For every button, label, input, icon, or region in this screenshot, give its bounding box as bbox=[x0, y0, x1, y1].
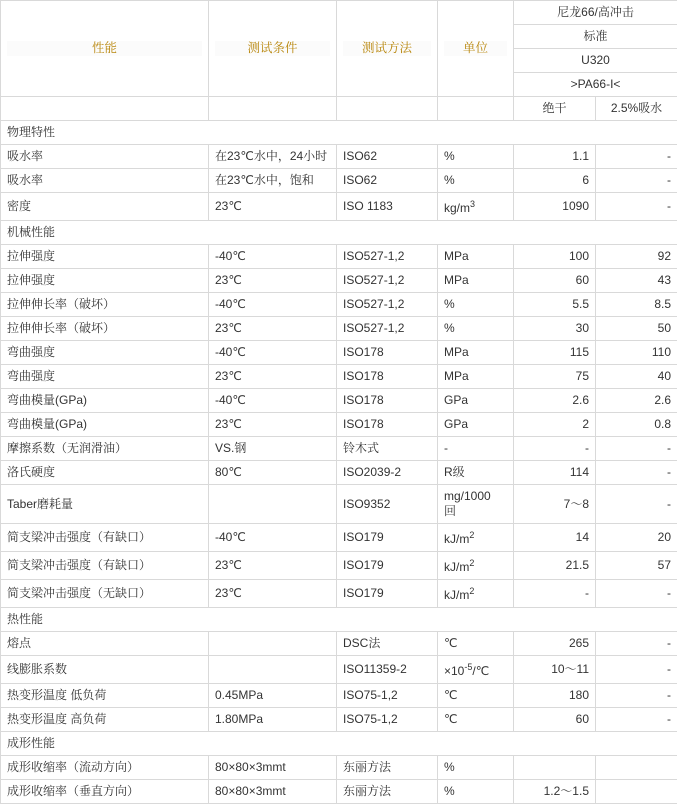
cell-property: 简支梁冲击强度（有缺口） bbox=[1, 524, 209, 552]
cell-method: ISO179 bbox=[337, 552, 438, 580]
cell-condition: 23℃ bbox=[209, 317, 337, 341]
cell-unit: $kJ/m^2$ bbox=[438, 524, 514, 552]
cell-unit: ℃ bbox=[438, 684, 514, 708]
table-row bbox=[1, 632, 677, 656]
cell-property: 密度 bbox=[1, 193, 209, 221]
cell-condition: 23℃ bbox=[209, 580, 337, 608]
table-row bbox=[1, 437, 677, 461]
cell-condition: -40℃ bbox=[209, 293, 337, 317]
header-grade-code: U320 bbox=[514, 49, 677, 73]
cell-property: 拉伸伸长率（破坏） bbox=[1, 293, 209, 317]
cell-property: 热变形温度 高负荷 bbox=[1, 708, 209, 732]
cell-method: 铃木式 bbox=[337, 437, 438, 461]
cell-condition: 23℃ bbox=[209, 413, 337, 437]
cell-unit: MPa bbox=[438, 365, 514, 389]
cell-value-dry: 6 bbox=[514, 169, 596, 193]
section-header-row bbox=[1, 121, 677, 145]
header-spacer-3 bbox=[337, 97, 438, 121]
cell-method: ISO178 bbox=[337, 365, 438, 389]
cell-method: ISO11359-2 bbox=[337, 656, 438, 684]
cell-condition: 23℃ bbox=[209, 269, 337, 293]
header-spacer-4 bbox=[438, 97, 514, 121]
cell-unit: MPa bbox=[438, 341, 514, 365]
cell-unit: % bbox=[438, 780, 514, 804]
cell-condition bbox=[209, 485, 337, 524]
cell-condition: 23℃ bbox=[209, 365, 337, 389]
cell-value-dry: 2 bbox=[514, 413, 596, 437]
cell-unit: % bbox=[438, 756, 514, 780]
cell-unit: % bbox=[438, 145, 514, 169]
cell-value-dry: 1.1 bbox=[514, 145, 596, 169]
cell-unit: % bbox=[438, 169, 514, 193]
cell-value-wet: 57 bbox=[596, 552, 677, 580]
cell-property: 成形收缩率（流动方向） bbox=[1, 756, 209, 780]
cell-unit: R级 bbox=[438, 461, 514, 485]
cell-value-dry: - bbox=[514, 580, 596, 608]
table-row bbox=[1, 524, 677, 552]
cell-property: 简支梁冲击强度（有缺口） bbox=[1, 552, 209, 580]
section-title: 成形性能 bbox=[1, 732, 677, 756]
cell-method: ISO 1183 bbox=[337, 193, 438, 221]
section-title: 物理特性 bbox=[1, 121, 677, 145]
table-row bbox=[1, 656, 677, 684]
cell-value-dry: - bbox=[514, 437, 596, 461]
cell-value-dry: 7〜8 bbox=[514, 485, 596, 524]
cell-property: 简支梁冲击强度（无缺口） bbox=[1, 580, 209, 608]
cell-value-dry: 60 bbox=[514, 269, 596, 293]
cell-value-dry: 265 bbox=[514, 632, 596, 656]
table-row bbox=[1, 193, 677, 221]
cell-unit: MPa bbox=[438, 245, 514, 269]
cell-value-wet: 0.8 bbox=[596, 413, 677, 437]
cell-unit: - bbox=[438, 437, 514, 461]
table-row bbox=[1, 780, 677, 804]
table-row bbox=[1, 756, 677, 780]
header-cell-method bbox=[337, 1, 438, 97]
table-row bbox=[1, 317, 677, 341]
cell-value-wet bbox=[596, 780, 677, 804]
cell-method: ISO179 bbox=[337, 524, 438, 552]
section-title: 机械性能 bbox=[1, 221, 677, 245]
cell-unit: $kg/m^3$ bbox=[438, 193, 514, 221]
cell-method: ISO2039-2 bbox=[337, 461, 438, 485]
cell-method: ISO527-1,2 bbox=[337, 269, 438, 293]
cell-condition: VS.钢 bbox=[209, 437, 337, 461]
cell-condition: 23℃ bbox=[209, 193, 337, 221]
header-cell-unit bbox=[438, 1, 514, 97]
cell-property: 摩擦系数（无润滑油） bbox=[1, 437, 209, 461]
cell-condition: 0.45MPa bbox=[209, 684, 337, 708]
cell-value-dry: 5.5 bbox=[514, 293, 596, 317]
section-header-row bbox=[1, 732, 677, 756]
cell-method: DSC法 bbox=[337, 632, 438, 656]
cell-property: 弯曲强度 bbox=[1, 365, 209, 389]
cell-value-wet: 50 bbox=[596, 317, 677, 341]
header-spacer-2 bbox=[209, 97, 337, 121]
table-row bbox=[1, 341, 677, 365]
table-row bbox=[1, 169, 677, 193]
cell-property: 拉伸强度 bbox=[1, 269, 209, 293]
cell-property: 拉伸强度 bbox=[1, 245, 209, 269]
cell-method: ISO75-1,2 bbox=[337, 708, 438, 732]
cell-value-dry: 1.2〜1.5 bbox=[514, 780, 596, 804]
cell-condition bbox=[209, 656, 337, 684]
cell-value-dry: 115 bbox=[514, 341, 596, 365]
cell-condition: 80×80×3mmt bbox=[209, 756, 337, 780]
cell-method: ISO527-1,2 bbox=[337, 293, 438, 317]
cell-condition bbox=[209, 632, 337, 656]
header-material-code: >PA66-I< bbox=[514, 73, 677, 97]
header-product-title: 尼龙66/高冲击 bbox=[514, 1, 677, 25]
cell-value-dry: 100 bbox=[514, 245, 596, 269]
cell-value-dry: 14 bbox=[514, 524, 596, 552]
table-row bbox=[1, 485, 677, 524]
cell-property: 洛氏硬度 bbox=[1, 461, 209, 485]
table-row bbox=[1, 413, 677, 437]
cell-value-wet: - bbox=[596, 656, 677, 684]
table-row bbox=[1, 552, 677, 580]
header-cell-property bbox=[1, 1, 209, 97]
table-row bbox=[1, 461, 677, 485]
cell-value-wet: - bbox=[596, 169, 677, 193]
cell-property: 弯曲强度 bbox=[1, 341, 209, 365]
cell-method: 东丽方法 bbox=[337, 780, 438, 804]
table-row bbox=[1, 708, 677, 732]
table-row bbox=[1, 245, 677, 269]
table-row bbox=[1, 389, 677, 413]
cell-value-wet: - bbox=[596, 632, 677, 656]
table-row bbox=[1, 684, 677, 708]
cell-value-wet: 40 bbox=[596, 365, 677, 389]
cell-condition: 在23℃水中，饱和 bbox=[209, 169, 337, 193]
cell-unit: $kJ/m^2$ bbox=[438, 552, 514, 580]
cell-value-wet: - bbox=[596, 580, 677, 608]
cell-property: 吸水率 bbox=[1, 145, 209, 169]
cell-value-dry: 30 bbox=[514, 317, 596, 341]
cell-method: ISO62 bbox=[337, 169, 438, 193]
cell-condition: 80×80×3mmt bbox=[209, 780, 337, 804]
cell-property: 线膨胀系数 bbox=[1, 656, 209, 684]
cell-method: ISO75-1,2 bbox=[337, 684, 438, 708]
cell-method: ISO178 bbox=[337, 389, 438, 413]
table-row bbox=[1, 580, 677, 608]
cell-condition: 80℃ bbox=[209, 461, 337, 485]
cell-unit: % bbox=[438, 293, 514, 317]
header-cell-condition bbox=[209, 1, 337, 97]
cell-property: 吸水率 bbox=[1, 169, 209, 193]
cell-value-dry: 180 bbox=[514, 684, 596, 708]
cell-property: 热变形温度 低负荷 bbox=[1, 684, 209, 708]
cell-method: 东丽方法 bbox=[337, 756, 438, 780]
cell-condition: -40℃ bbox=[209, 524, 337, 552]
table-row bbox=[1, 365, 677, 389]
cell-condition: 1.80MPa bbox=[209, 708, 337, 732]
header-condition-wet: 2.5%吸水 bbox=[596, 97, 677, 121]
cell-value-wet: - bbox=[596, 145, 677, 169]
cell-method: ISO178 bbox=[337, 413, 438, 437]
cell-value-wet: - bbox=[596, 708, 677, 732]
cell-property: Taber磨耗量 bbox=[1, 485, 209, 524]
cell-unit: GPa bbox=[438, 413, 514, 437]
cell-unit: ℃ bbox=[438, 632, 514, 656]
header-row-1 bbox=[1, 1, 677, 25]
cell-value-dry bbox=[514, 756, 596, 780]
cell-property: 弯曲模量(GPa) bbox=[1, 389, 209, 413]
cell-method: ISO527-1,2 bbox=[337, 245, 438, 269]
cell-value-dry: 60 bbox=[514, 708, 596, 732]
cell-condition: -40℃ bbox=[209, 341, 337, 365]
header-grade-label: 标准 bbox=[514, 25, 677, 49]
cell-value-dry: 21.5 bbox=[514, 552, 596, 580]
table-row bbox=[1, 145, 677, 169]
cell-value-dry: 75 bbox=[514, 365, 596, 389]
cell-value-dry: 1090 bbox=[514, 193, 596, 221]
cell-unit: % bbox=[438, 317, 514, 341]
header-label-condition: 测试条件 bbox=[215, 41, 330, 56]
cell-unit: GPa bbox=[438, 389, 514, 413]
cell-method: ISO62 bbox=[337, 145, 438, 169]
header-spacer-1 bbox=[1, 97, 209, 121]
cell-property: 熔点 bbox=[1, 632, 209, 656]
header-label-unit: 单位 bbox=[444, 41, 507, 56]
cell-value-dry: 114 bbox=[514, 461, 596, 485]
cell-unit: MPa bbox=[438, 269, 514, 293]
cell-method: ISO9352 bbox=[337, 485, 438, 524]
cell-method: ISO527-1,2 bbox=[337, 317, 438, 341]
cell-value-wet: - bbox=[596, 437, 677, 461]
cell-unit: mg/1000 回 bbox=[438, 485, 514, 524]
cell-method: ISO178 bbox=[337, 341, 438, 365]
section-header-row bbox=[1, 608, 677, 632]
cell-property: 拉伸伸长率（破坏） bbox=[1, 317, 209, 341]
cell-value-wet: - bbox=[596, 684, 677, 708]
cell-value-wet: 92 bbox=[596, 245, 677, 269]
cell-method: ISO179 bbox=[337, 580, 438, 608]
header-row-5 bbox=[1, 97, 677, 121]
cell-value-wet: 8.5 bbox=[596, 293, 677, 317]
cell-value-wet: - bbox=[596, 193, 677, 221]
header-label-method: 测试方法 bbox=[343, 41, 431, 56]
header-condition-dry: 绝干 bbox=[514, 97, 596, 121]
cell-condition: 23℃ bbox=[209, 552, 337, 580]
cell-value-dry: 10〜11 bbox=[514, 656, 596, 684]
cell-value-wet: 43 bbox=[596, 269, 677, 293]
cell-value-wet bbox=[596, 756, 677, 780]
cell-property: 弯曲模量(GPa) bbox=[1, 413, 209, 437]
cell-value-wet: 20 bbox=[596, 524, 677, 552]
section-header-row bbox=[1, 221, 677, 245]
table-body bbox=[1, 1, 677, 804]
cell-property: 成形收缩率（垂直方向） bbox=[1, 780, 209, 804]
cell-unit: $kJ/m^2$ bbox=[438, 580, 514, 608]
cell-condition: -40℃ bbox=[209, 245, 337, 269]
table-row bbox=[1, 269, 677, 293]
section-title: 热性能 bbox=[1, 608, 677, 632]
cell-condition: -40℃ bbox=[209, 389, 337, 413]
cell-value-dry: 2.6 bbox=[514, 389, 596, 413]
cell-unit: ℃ bbox=[438, 708, 514, 732]
cell-unit: $\times 10^{-5}/℃$ bbox=[438, 656, 514, 684]
cell-value-wet: 110 bbox=[596, 341, 677, 365]
cell-value-wet: - bbox=[596, 461, 677, 485]
table-row bbox=[1, 293, 677, 317]
cell-value-wet: - bbox=[596, 485, 677, 524]
cell-condition: 在23℃水中，24小时 bbox=[209, 145, 337, 169]
header-label-property: 性能 bbox=[7, 41, 202, 56]
cell-value-wet: 2.6 bbox=[596, 389, 677, 413]
